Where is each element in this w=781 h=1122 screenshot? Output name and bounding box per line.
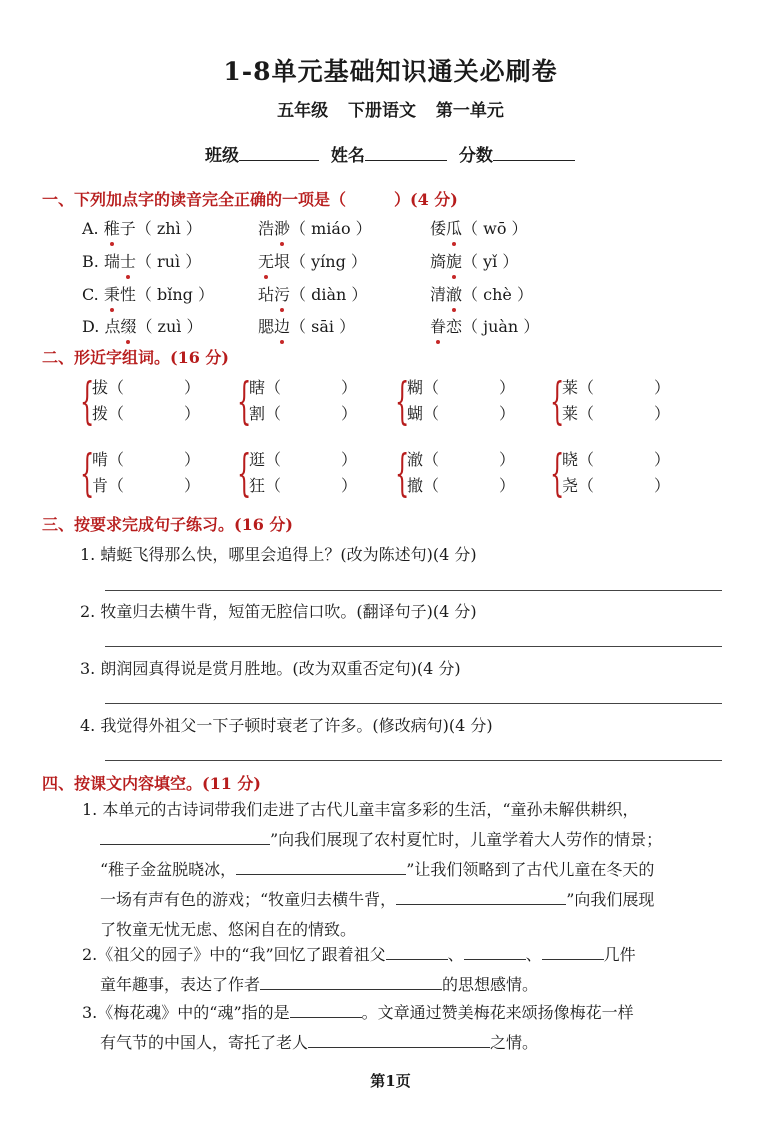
section-4-heading: 四、按课文内容填空。(11 分) (42, 774, 261, 793)
word-pair-group (550, 373, 700, 429)
section-3-question-1: 1. 蜻蜓飞得那么快，哪里会追得上？(改为陈述句)(4 分) (80, 545, 477, 564)
section-1-heading: 一、下列加点字的读音完全正确的一项是（ ）(4 分) (42, 190, 458, 209)
close-paren: ） (499, 378, 516, 397)
close-paren: ） (499, 450, 516, 469)
score-blank[interactable] (493, 146, 575, 161)
brace-icon: { (550, 372, 565, 430)
option-word-2 (258, 216, 372, 239)
q3-line-1-text-a: 3.《梅花魂》中的“魂”指的是 (82, 1003, 290, 1022)
section-3-question-4: 4. 我觉得外祖父一下子顿时衰老了许多。(修改病句)(4 分) (80, 716, 493, 735)
word-pair-entry[interactable] (562, 473, 671, 496)
option-pinyin: （ chè ） (462, 285, 533, 304)
close-paren: ） (184, 450, 201, 469)
word-pair-entry[interactable] (407, 375, 516, 398)
unit-label: 第一单元 (435, 101, 504, 121)
close-paren: ） (184, 476, 201, 495)
option-word-1 (82, 216, 202, 239)
section-4-q1-line-5: 了牧童无忧无虑、悠闲自在的情致。 (100, 920, 357, 939)
score-label: 分数 (458, 146, 493, 166)
option-char-b: 澈 (446, 282, 462, 305)
section-3-question-2: 2. 牧童归去横牛背，短笛无腔信口吹。(翻译句子)(4 分) (80, 602, 477, 621)
subject-label: 下册语文 (348, 101, 416, 121)
option-char-b: 瓜 (446, 216, 462, 239)
fill-blank-q1-a[interactable] (100, 828, 270, 845)
option-char-b: 恋 (446, 317, 463, 336)
brace-icon: { (237, 372, 252, 430)
option-pinyin: （ juàn ） (462, 317, 540, 336)
q3-line-2-text-b: 之情。 (490, 1033, 539, 1052)
option-char-a: 腮 (258, 317, 275, 336)
option-char-b: 旎 (446, 249, 462, 272)
word-pair-entry[interactable] (249, 447, 358, 470)
option-char-b: 性 (119, 285, 136, 304)
option-pinyin: （ wō ） (462, 219, 528, 238)
option-pinyin: （ zhì ） (135, 219, 202, 238)
fill-blank-q3-a[interactable] (290, 1001, 362, 1018)
option-char-a: 倭 (430, 219, 447, 238)
section-3-question-3: 3. 朗润园真得说是赏月胜地。(改为双重否定句)(4 分) (80, 659, 461, 678)
word-pair-entry[interactable] (92, 447, 201, 470)
close-paren: ） (341, 450, 358, 469)
option-char-a: 眷 (430, 314, 446, 337)
name-label: 姓名 (330, 146, 365, 166)
word-pair-char: 尧（ (562, 476, 595, 495)
option-char-a: 无 (258, 249, 274, 272)
section-3-heading: 三、按要求完成句子练习。(16 分) (42, 515, 293, 534)
answer-line-3[interactable] (105, 703, 722, 704)
q3-line-2-text-a: 有气节的中国人，寄托了老人 (100, 1033, 309, 1052)
word-pair-entry[interactable] (562, 447, 671, 470)
word-pair-entry[interactable] (92, 401, 201, 424)
q3-line-1-text-b: 。文章通过赞美梅花来颂扬像梅花一样 (361, 1003, 634, 1022)
option-char-b: 污 (274, 282, 290, 305)
close-paren: ） (341, 404, 358, 423)
word-pair-char: 莱（ (562, 378, 595, 397)
q2-line-2-text-b: 的思想感情。 (442, 975, 539, 994)
word-pair-char: 撤（ (407, 476, 440, 495)
brace-icon: { (550, 444, 565, 502)
page-title: 1-8单元基础知识通关必刷卷 (223, 57, 558, 86)
word-pair-group (550, 445, 700, 501)
word-pair-entry[interactable] (249, 375, 358, 398)
option-word-1 (82, 314, 203, 337)
option-char-a: 清 (430, 285, 447, 304)
word-pair-char: 逛（ (249, 450, 282, 469)
close-paren: ） (499, 404, 516, 423)
option-char-a: 秉 (104, 282, 120, 305)
name-blank[interactable] (365, 146, 447, 161)
word-pair-entry[interactable] (407, 401, 516, 424)
q1-line-3-text-a: “稚子金盆脱晓冰， (100, 860, 237, 879)
fill-blank-q2-b[interactable] (464, 943, 526, 960)
q1-line-2-text: ”向我们展现了农村夏忙时，儿童学着大人劳作的情景； (270, 830, 663, 849)
word-pair-entry[interactable] (562, 401, 671, 424)
section-2-heading: 二、形近字组词。(16 分) (42, 348, 229, 367)
page-number: 第1页 (370, 1072, 411, 1090)
q1-line-3-text-b: ”让我们领略到了古代儿童在冬天的 (406, 860, 655, 879)
close-paren: ） (654, 476, 671, 495)
option-char-b: 渺 (274, 216, 290, 239)
option-char-b: 缀 (120, 314, 136, 337)
answer-line-2[interactable] (105, 646, 722, 647)
word-pair-char: 狂（ (249, 476, 282, 495)
fill-blank-q1-b[interactable] (236, 858, 406, 875)
option-word-3 (430, 216, 528, 239)
option-word-3 (430, 282, 533, 305)
word-pair-char: 糊（ (407, 378, 440, 397)
q2-line-2-text-a: 童年趣事，表达了作者 (100, 975, 261, 994)
word-pair-entry[interactable] (562, 375, 671, 398)
close-paren: ） (184, 378, 201, 397)
option-word-3 (430, 249, 518, 272)
close-paren: ） (341, 476, 358, 495)
word-pair-char: 莱（ (562, 404, 595, 423)
section-4-q1-line-4 (100, 885, 654, 915)
section-4-q2-line-1 (82, 940, 636, 970)
section-4-q1-line-1: 1. 本单元的古诗词带我们走进了古代儿童丰富多彩的生活，“童孙未解供耕织， (82, 800, 639, 819)
word-pair-group (80, 373, 230, 429)
q2-line-1-text-a: 2.《祖父的园子》中的“我”回忆了跟着祖父 (82, 945, 386, 964)
option-pinyin: （ ruì ） (135, 252, 202, 271)
page-subtitle (0, 96, 781, 121)
option-word-2 (258, 282, 367, 305)
word-pair-char: 澈（ (407, 450, 440, 469)
close-paren: ） (654, 378, 671, 397)
word-pair-char: 割（ (249, 404, 282, 423)
option-word-3 (430, 314, 539, 337)
section-4-q3-line-2 (100, 1028, 538, 1058)
fill-blank-q2-d[interactable] (260, 973, 442, 990)
option-word-1 (82, 249, 201, 272)
class-blank[interactable] (239, 146, 319, 161)
word-pair-char: 啃（ (92, 450, 125, 469)
option-char-a: 玷 (258, 285, 275, 304)
brace-icon: { (80, 444, 95, 502)
word-pair-entry[interactable] (92, 375, 201, 398)
word-pair-char: 拔（ (92, 378, 125, 397)
word-pair-char: 瞎（ (249, 378, 282, 397)
answer-line-4[interactable] (105, 760, 722, 761)
q1-line-4-text-b: ”向我们展现 (566, 890, 655, 909)
brace-icon: { (395, 444, 410, 502)
word-pair-group (237, 445, 387, 501)
word-pair-entry[interactable] (92, 473, 201, 496)
q2-sep-2: 、 (525, 945, 542, 964)
fill-blank-q3-b[interactable] (308, 1031, 490, 1048)
close-paren: ） (654, 450, 671, 469)
close-paren: ） (654, 404, 671, 423)
student-info-line (205, 141, 581, 166)
word-pair-group (80, 445, 230, 501)
option-letter: B. (82, 252, 99, 271)
q2-line-1-text-b: 几件 (603, 945, 636, 964)
word-pair-group (395, 373, 545, 429)
word-pair-entry[interactable] (407, 447, 516, 470)
word-pair-group (237, 373, 387, 429)
option-char-b: 子 (119, 219, 136, 238)
word-pair-char: 晓（ (562, 450, 595, 469)
fill-blank-q2-c[interactable] (542, 943, 604, 960)
option-letter: C. (82, 285, 99, 304)
close-paren: ） (184, 404, 201, 423)
brace-icon: { (395, 372, 410, 430)
word-pair-entry[interactable] (249, 401, 358, 424)
word-pair-entry[interactable] (407, 473, 516, 496)
option-word-2 (258, 314, 355, 337)
section-4-q3-line-1 (82, 998, 634, 1028)
answer-line-1[interactable] (105, 590, 722, 591)
option-char-a: 旖 (430, 252, 447, 271)
word-pair-group (395, 445, 545, 501)
option-char-b: 垠 (274, 252, 291, 271)
option-char-a: 瑞 (103, 252, 120, 271)
option-pinyin: （ yíng ） (290, 252, 367, 271)
brace-icon: { (237, 444, 252, 502)
section-4-q2-line-2 (100, 970, 538, 1000)
close-paren: ） (341, 378, 358, 397)
option-pinyin: （ diàn ） (290, 285, 368, 304)
option-pinyin: （ yǐ ） (462, 252, 519, 271)
option-char-a: 浩 (258, 219, 275, 238)
q1-line-4-text-a: 一场有声有色的游戏；“牧童归去横牛背， (100, 890, 397, 909)
section-4-q1-line-2 (100, 825, 662, 855)
brace-icon: { (80, 372, 95, 430)
close-paren: ） (499, 476, 516, 495)
option-letter: A. (82, 219, 99, 238)
word-pair-char: 肯（ (92, 476, 125, 495)
option-pinyin: （ bǐng ） (135, 285, 214, 304)
option-char-a: 稚 (104, 216, 120, 239)
section-4-q1-line-3 (100, 855, 654, 885)
grade-label: 五年级 (277, 101, 329, 121)
q2-sep-1: 、 (447, 945, 464, 964)
option-letter: D. (82, 317, 100, 336)
option-pinyin: （ zuì ） (136, 317, 203, 336)
word-pair-char: 拨（ (92, 404, 125, 423)
option-word-2 (258, 249, 367, 272)
option-pinyin: （ miáo ） (290, 219, 372, 238)
option-char-b: 士 (120, 249, 136, 272)
word-pair-entry[interactable] (249, 473, 358, 496)
option-word-1 (82, 282, 214, 305)
option-pinyin: （ sāi ） (290, 317, 356, 336)
word-pair-char: 蝴（ (407, 404, 440, 423)
option-char-b: 边 (274, 314, 290, 337)
fill-blank-q2-a[interactable] (386, 943, 448, 960)
class-label: 班级 (205, 146, 239, 166)
option-char-a: 点 (104, 317, 121, 336)
fill-blank-q1-c[interactable] (396, 888, 566, 905)
